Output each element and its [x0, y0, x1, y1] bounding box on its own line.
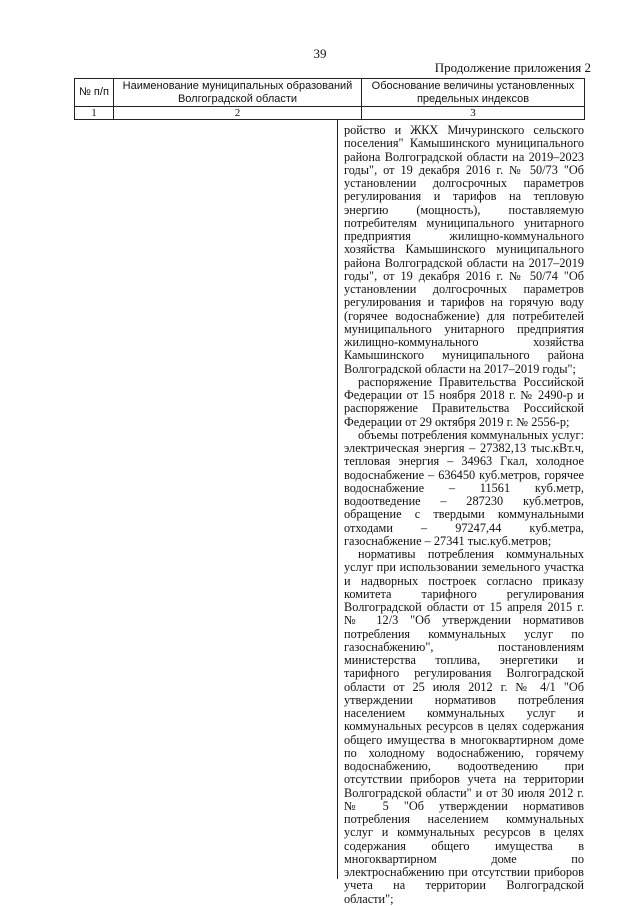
header-cell-number: № п/п	[75, 79, 114, 107]
table-header-row	[75, 79, 585, 107]
table-column-number-row	[75, 107, 585, 120]
column-number-2: 2	[114, 107, 362, 120]
paragraph: распоряжение Правительства Российской Федерации от 15 ноября 2018 г. № 2490-р и распоряжение Правительства Российской Федерации от 29 октября 2019 г. № 2556-р;	[344, 374, 584, 429]
header-cell-justification: Обоснование величины установленных предельных индексов	[362, 79, 585, 107]
header-cell-municipality: Наименование муниципальных образований Волгоградской области	[114, 79, 362, 107]
column-divider	[337, 119, 338, 879]
paragraph: нормативы потребления коммунальных услуг при использовании земельного участка и надворных построек согласно приказу комитета тарифного регулирования Волгоградской области от 15 апреля 2015 г. № 12/3 "Об утверждении нормативов потребления коммунальных услуг по газоснабжению", постановлениям министерства топлива, энергетики и тарифного регулирования Волгоградской области от 25 июля 2012 г. № 4/1 "Об утверждении нормативов потребления населением коммунальных услуг и коммунальных ресурсов в целях содержания общего имущества в многоквартирном доме по холодному водоснабжению, горячему водоснабжению, водоотведению при отсутствии приборов учета на территории Волгоградской области" и от 30 июля 2012 г. № 5 "Об утверждении нормативов потребления населением коммунальных услуг и коммунальных ресурсов в целях содержания общего имущества в многоквартирном доме по электроснабжению при отсутствии приборов учета на территории Волгоградской области";	[344, 547, 584, 906]
column-number-3: 3	[362, 107, 585, 120]
justification-text	[344, 124, 584, 906]
continuation-label: Продолжение приложения 2	[434, 60, 591, 75]
paragraph: ройство и ЖКХ Мичуринского сельского поселения" Камышинского муниципального района Волгоградской области на 2019–2023 годы", от 19 декабря 2016 г. № 50/73 "Об установлении долгосрочных параметров регулирования и тарифов на тепловую энергию (мощность), поставляемую потребителям муниципального унитарного предприятия жилищно-коммунального хозяйства Камышинского муниципального района Волгоградской области на 2017–2019 годы", от 19 декабря 2016 г. № 50/74 "Об установлении долгосрочных параметров регулирования и тарифов на горячую воду (горячее водоснабжение) для потребителей муниципального унитарного предприятия жилищно-коммунального хозяйства Камышинского муниципального района Волгоградской области на 2017–2019 годы";	[344, 123, 584, 376]
header-table	[74, 78, 585, 120]
column-number-1: 1	[75, 107, 114, 120]
page-number: 39	[313, 46, 327, 61]
paragraph: объемы потребления коммунальных услуг: электрическая энергия – 27382,13 тыс.кВт.ч, тепловая энергия – 34963 Гкал, холодное водоснабжение – 636450 куб.метров, горячее водоснабжение – 11561 куб.метр, водоотведение – 287230 куб.метров, обращение с твердыми коммунальными отходами – 97247,44 куб.метра, газоснабжение – 27341 тыс.куб.метров;	[344, 427, 584, 548]
